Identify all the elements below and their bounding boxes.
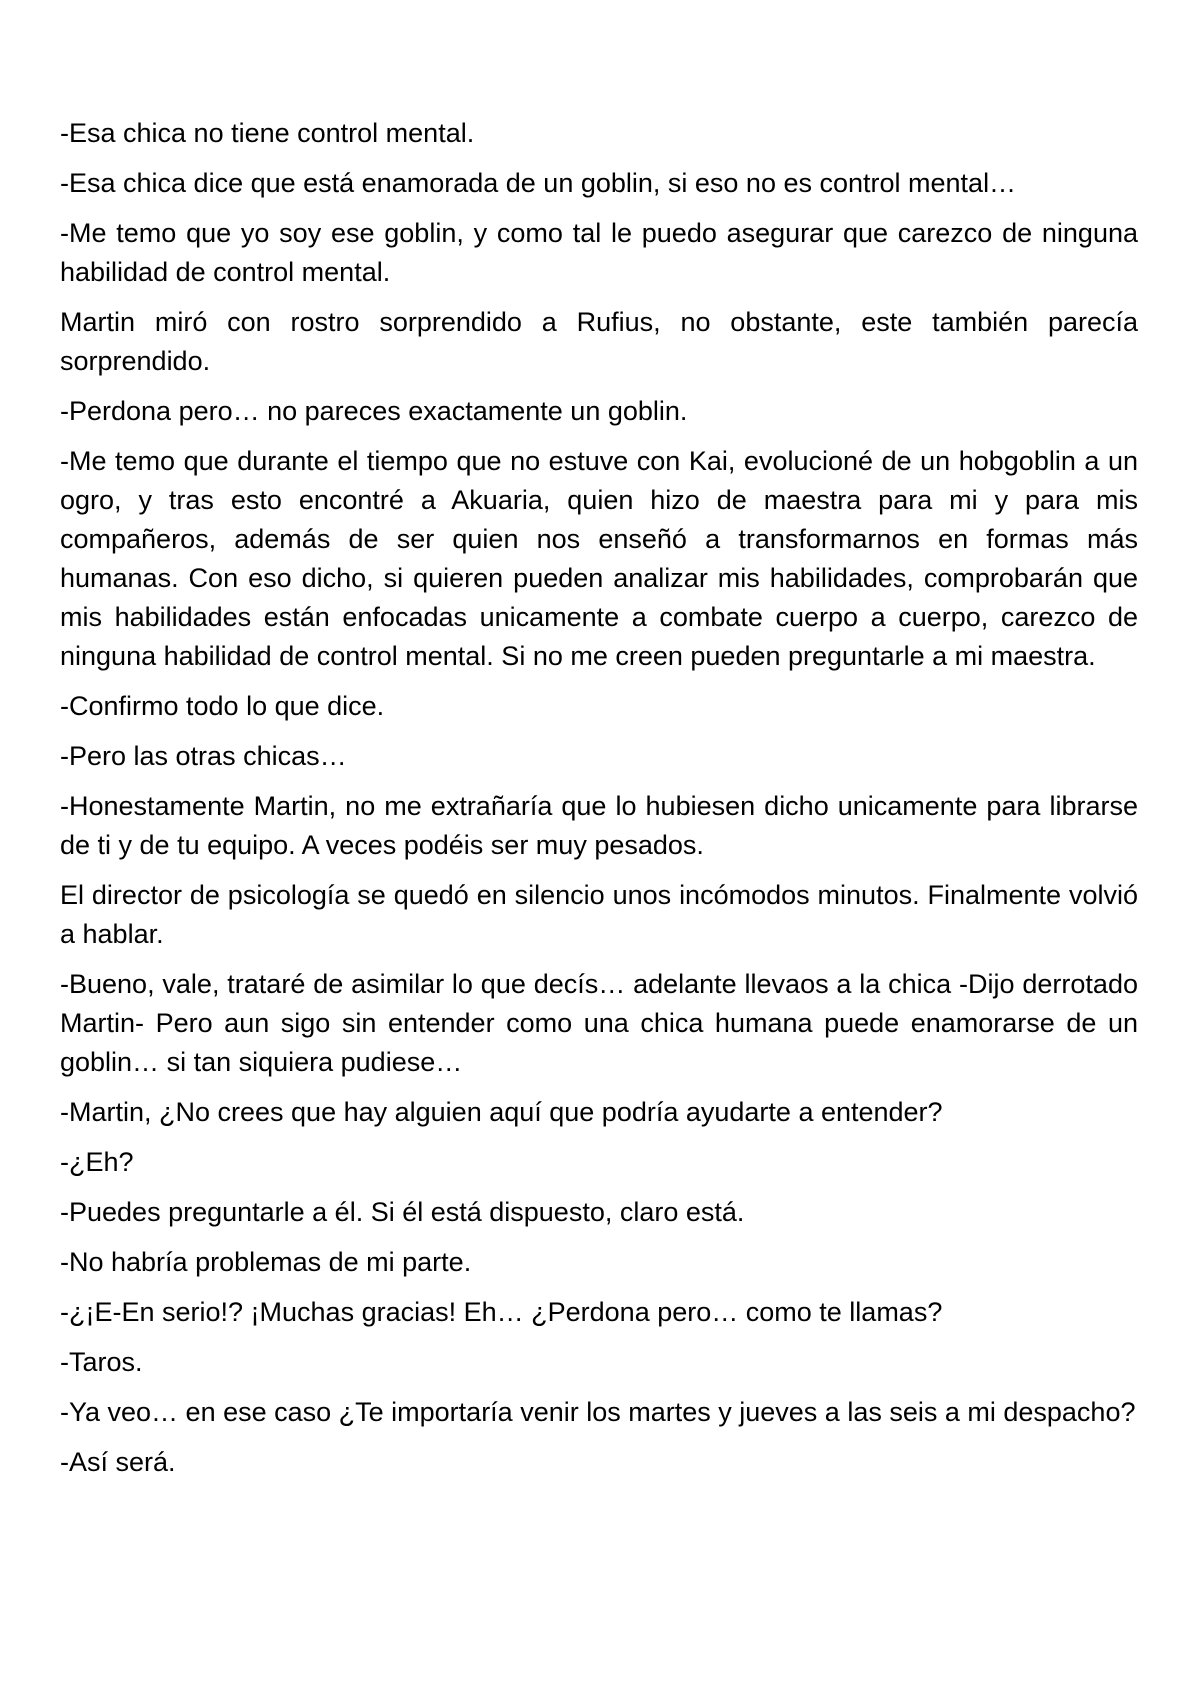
paragraph: -Así será.: [60, 1447, 176, 1477]
paragraph: -Honestamente Martin, no me extrañaría que lo hubiesen dicho unicamente para librarse de ti y de tu equipo. A veces podéis ser muy pesados.: [60, 791, 1138, 860]
paragraph: -¿Eh?: [60, 1147, 134, 1177]
paragraph: -Martin, ¿No crees que hay alguien aquí que podría ayudarte a entender?: [60, 1097, 943, 1127]
paragraph: -Esa chica no tiene control mental.: [60, 118, 475, 148]
paragraph: Martin miró con rostro sorprendido a Rufius, no obstante, este también parecía sorprendido.: [60, 307, 1138, 376]
paragraph: -Ya veo… en ese caso ¿Te importaría venir los martes y jueves a las seis a mi despacho?: [60, 1397, 1136, 1427]
paragraph: -Puedes preguntarle a él. Si él está dispuesto, claro está.: [60, 1197, 745, 1227]
paragraph: -Bueno, vale, trataré de asimilar lo que decís… adelante llevaos a la chica -Dijo derrotado Martin- Pero aun sigo sin entender como una chica humana puede enamorarse de un goblin… si tan siquiera pudiese…: [60, 969, 1138, 1077]
paragraph: -Me temo que yo soy ese goblin, y como tal le puedo asegurar que carezco de ninguna habilidad de control mental.: [60, 218, 1138, 287]
paragraph: -Confirmo todo lo que dice.: [60, 691, 385, 721]
document-page: [60, 114, 1138, 1493]
paragraph: -No habría problemas de mi parte.: [60, 1247, 472, 1277]
paragraph: -Pero las otras chicas…: [60, 741, 347, 771]
paragraph: El director de psicología se quedó en silencio unos incómodos minutos. Finalmente volvió a hablar.: [60, 880, 1138, 949]
paragraph: -¿¡E-En serio!? ¡Muchas gracias! Eh… ¿Perdona pero… como te llamas?: [60, 1297, 943, 1327]
paragraph: -Perdona pero… no pareces exactamente un goblin.: [60, 396, 688, 426]
paragraph: -Esa chica dice que está enamorada de un goblin, si eso no es control mental…: [60, 168, 1017, 198]
paragraph: -Taros.: [60, 1347, 143, 1377]
paragraph: -Me temo que durante el tiempo que no estuve con Kai, evolucioné de un hobgoblin a un ogro, y tras esto encontré a Akuaria, quien hizo de maestra para mi y para mis compañeros, además de ser quien nos enseñó a transformarnos en formas más humanas. Con eso dicho, si quieren pueden analizar mis habilidades, comprobarán que mis habilidades están enfocadas unicamente a combate cuerpo a cuerpo, carezco de ninguna habilidad de control mental. Si no me creen pueden preguntarle a mi maestra.: [60, 446, 1138, 671]
